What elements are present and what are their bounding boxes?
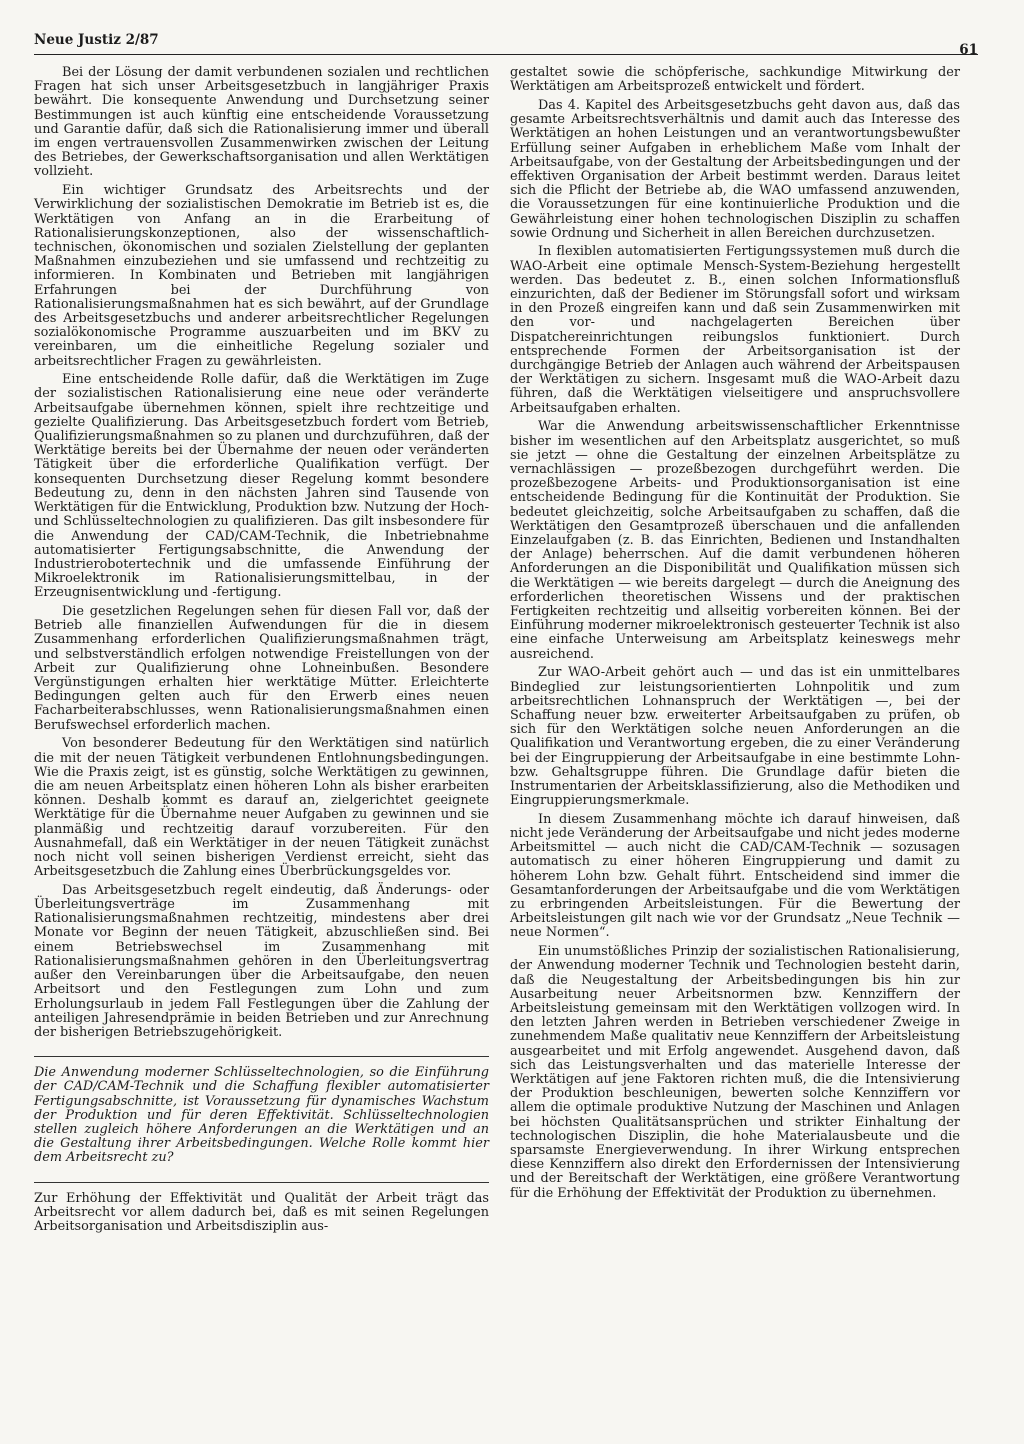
journal-title: Neue Justiz 2/87 xyxy=(34,32,159,48)
question-text: Die Anwendung moderner Schlüsseltechnologien, so die Einführung der CAD/CAM-Technik und die Schaffung flexibler automatisierter Fertigungsabschnitte, ist Voraussetzung für dynamisches Wachstum der Produktion und für deren Effektivität. Schlüsseltechnologien stellen zugleich höhere Anforderungen an die Werktätigen und an die Gestaltung ihrer Arbeitsbedingungen. Welche Rolle kommt hier dem Arbeitsrecht zu? xyxy=(34,1065,489,1166)
paragraph: gestaltet sowie die schöpferische, sachkundige Mitwirkung der Werktätigen am Arbeitsprozeß entwickelt und fördert. xyxy=(510,65,960,95)
paragraph: In diesem Zusammenhang möchte ich darauf hinweisen, daß nicht jede Veränderung der Arbeitsaufgabe und nicht jedes moderne Arbeitsmittel — auch nicht die CAD/CAM-Technik — sozusagen automatisch zu einer höheren Eingruppierung und damit zu höherem Lohn bzw. Gehalt führt. Entscheidend sind immer die Gesamtanforderungen der Arbeitsaufgabe und die vom Werktätigen zu erbringenden Arbeitsleistungen. Für die Bewertung der Arbeitsleistungen gilt nach wie vor der Grundsatz „Neue Technik — neue Normen“. xyxy=(510,811,960,941)
paragraph: Ein unumstößliches Prinzip der sozialistischen Rationalisierung, der Anwendung moderner Technik und Technologien besteht darin, daß die Neugestaltung der Arbeitsbedingungen bis hin zur Ausarbeitung neuer Arbeitsnormen bzw. Kennziffern der Arbeitsleistung gemeinsam mit den Werktätigen vollzogen wird. In den letzten Jahren werden in Betrieben verschiedener Zweige in zunehmendem Maße qualitativ neue Kennziffern der Arbeitsleistung ausgearbeitet und mit Erfolg angewendet. Ausgehend davon, daß sich das Leistungsverhalten und das materielle Interesse der Werktätigen auf jene Faktoren richten muß, die die Intensivierung der Produktion beschleunigen, bewerten solche Kennziffern vor allem die optimale produktive Nutzung der Maschinen und Anlagen bei höchsten Qualitätsansprüchen und strikter Einhaltung der technologischen Disziplin, die hohe Materialausbeute und die sparsamste Energieverwendung. In ihrer Wirkung entsprechen diese Kennziffern also direkt den Erfordernissen der Intensivierung und der Bereitschaft der Werktätigen, eine größere Verantwortung für die Erhöhung der Effektivität der Produktion zu übernehmen. xyxy=(510,944,960,1201)
answer-text: Zur Erhöhung der Effektivität und Qualität der Arbeit trägt das Arbeitsrecht vor allem dadurch bei, daß es mit seinen Regelungen Arbeitsorganisation und Arbeitsdisziplin aus- xyxy=(34,1190,489,1234)
paragraph: Das Arbeitsgesetzbuch regelt eindeutig, daß Änderungs- oder Überleitungsverträge im Zusammenhang mit Rationalisierungsmaßnahmen rechtzeitig, mindestens aber drei Monate vor Beginn der neuen Tätigkeit, abzuschließen sind. Bei einem Betriebswechsel im Zusammenhang mit Rationalisierungsmaßnahmen gehören in den Überleitungsvertrag außer den Vereinbarungen über die Arbeitsaufgabe, den neuen Arbeitsort und den Festlegungen zum Lohn und zum Erholungsurlaub in jedem Fall Festlegungen über die Zahlung der anteiligen Jahresendprämie in beiden Betrieben und zur Anrechnung der bisherigen Betriebszugehörigkeit. xyxy=(34,882,489,1040)
interview-answer xyxy=(34,1192,489,1235)
right-column xyxy=(510,66,960,1201)
page-number: 61 xyxy=(959,42,978,58)
paragraph: Ein wichtiger Grundsatz des Arbeitsrechts und der Verwirklichung der sozialistischen Demokratie im Betrieb ist es, die Werktätigen von Anfang an in die Erarbeitung of Rationalisierungskonzeptionen, also der wissenschaftlich-technischen, ökonomischen und sozialen Zielstellung der geplanten Maßnahmen einzubeziehen und sie umfassend und rechtzeitig zu informieren. In Kombinaten und Betrieben mit langjährigen Erfahrungen bei der Durchführung von Rationalisierungsmaßnahmen hat es sich bewährt, auf der Grundlage des Arbeitsgesetzbuchs und anderer arbeitsrechtlicher Regelungen sozialökonomische Programme auszuarbeiten und im BKV zu vereinbaren, um die einheitliche Regelung sozialer und arbeitsrechtlicher Fragen zu gewährleisten. xyxy=(34,183,489,369)
paragraph: Die gesetzlichen Regelungen sehen für diesen Fall vor, daß der Betrieb alle finanziellen Aufwendungen für die in diesem Zusammenhang erforderlichen Qualifizierungsmaßnahmen trägt, und selbstverständlich erfolgen notwendige Freistellungen von der Arbeit zur Qualifizierung ohne Lohneinbußen. Besondere Vergünstigungen erhalten hier werktätige Mütter. Erleichterte Bedingungen gelten auch für den Erwerb eines neuen Facharbeiterabschlusses, wenn Rationalisierungsmaßnahmen einen Berufswechsel erforderlich machen. xyxy=(34,604,489,733)
interview-question xyxy=(34,1066,489,1165)
page-header xyxy=(34,28,978,58)
divider-top xyxy=(34,1056,489,1057)
paragraph: Das 4. Kapitel des Arbeitsgesetzbuchs geht davon aus, daß das gesamte Arbeitsrechtsverhältnis und damit auch das Interesse des Werktätigen an hohen Leistungen und an verantwortungsbewußter Erfüllung seiner Aufgaben in erheblichem Maße vom Inhalt der Arbeitsaufgabe, von der Gestaltung der Arbeitsbedingungen und der effektiven Organisation der Arbeit bestimmt werden. Daraus leitet sich die Pflicht der Betriebe ab, die WAO umfassend anzuwenden, die Voraussetzungen für eine kontinuierliche Produktion und die Gewährleistung einer hohen technologischen Disziplin zu schaffen sowie Ordnung und Sicherheit in allen Bereichen durchzusetzen. xyxy=(510,97,960,241)
paragraph: Von besonderer Bedeutung für den Werktätigen sind natürlich die mit der neuen Tätigkeit verbundenen Entlohnungsbedingungen. Wie die Praxis zeigt, ist es günstig, solche Werktätigen zu gewinnen, die am neuen Arbeitsplatz einen höheren Lohn als bisher erarbeiten können. Deshalb kommt es darauf an, zielgerichtet geeignete Werktätige für die Übernahme neuer Aufgaben zu gewinnen und sie planmäßig und rechtzeitig darauf vorzubereiten. Für den Ausnahmefall, daß ein Werktätiger in der neuen Tätigkeit zunächst noch nicht voll seinen bisherigen Verdienst erreicht, sieht das Arbeitsgesetzbuch die Zahlung eines Überbrückungsgeldes vor. xyxy=(34,736,489,880)
divider-bottom xyxy=(34,1182,489,1183)
left-column xyxy=(34,66,489,1234)
paragraph: Bei der Lösung der damit verbundenen sozialen und rechtlichen Fragen hat sich unser Arbeitsgesetzbuch in langjähriger Praxis bewährt. Die konsequente Anwendung und Durchsetzung seiner Bestimmungen ist auch künftig eine entscheidende Voraussetzung und Garantie dafür, daß sich die Rationalisierung immer und überall im engen vertrauensvollen Zusammenwirken zwischen der Leitung des Betriebes, der Gewerkschaftsorganisation und allen Werktätigen vollzieht. xyxy=(34,65,489,180)
paragraph: In flexiblen automatisierten Fertigungssystemen muß durch die WAO-Arbeit eine optimale Mensch-System-Beziehung hergestellt werden. Das bedeutet z. B., einen solchen Informationsfluß einzurichten, daß der Bediener im Störungsfall sofort und wirksam in den Prozeß eingreifen kann und daß sein Zusammenwirken mit den vor- und nachgelagerten Bereichen über Dispatchereinrichtungen reibungslos funktioniert. Durch entsprechende Formen der Arbeitsorganisation ist der durchgängige Betrieb der Anlagen auch während der Arbeitspausen der Werktätigen zu sichern. Insgesamt muß die WAO-Arbeit dazu führen, daß die Werktätigen vielseitigere und anspruchsvollere Arbeitsaufgaben erhalten. xyxy=(510,244,960,416)
paragraph: War die Anwendung arbeitswissenschaftlicher Erkenntnisse bisher im wesentlichen auf den Arbeitsplatz ausgerichtet, so muß sie jetzt — ohne die Gestaltung der einzelnen Arbeitsplätze zu vernachlässigen — prozeßbezogen durchgeführt werden. Die prozeßbezogene Arbeits- und Produktionsorganisation ist eine entscheidende Bedingung für die Kontinuität der Produktion. Sie bedeutet gleichzeitig, solche Arbeitsaufgaben zu schaffen, daß die Werktätigen den Gesamtprozeß überschauen und die anfallenden Einzelaufgaben (z. B. das Einrichten, Bedienen und Instandhalten der Anlage) beherrschen. Auf die damit verbundenen höheren Anforderungen an die Disponibilität und Qualifikation müssen sich die Werktätigen — wie bereits dargelegt — durch die Aneignung des erforderlichen theoretischen Wissens und der praktischen Fertigkeiten rechtzeitig und allseitig vorbereiten können. Bei der Einführung moderner mikroelektronisch gesteuerter Technik ist also eine einfache Unterweisung am Arbeitsplatz keineswegs mehr ausreichend. xyxy=(510,419,960,662)
paragraph: Zur WAO-Arbeit gehört auch — und das ist ein unmittelbares Bindeglied zur leistungsorientierten Lohnpolitik und zum arbeitsrechtlichen Lohnanspruch der Werktätigen —, bei der Schaffung neuer bzw. erweiterter Arbeitsaufgaben zu prüfen, ob sich für den Werktätigen solche neuen Anforderungen an die Qualifikation und Verantwortung ergeben, die zu einer Veränderung bei der Eingruppierung der Arbeitsaufgabe in eine bestimmte Lohn- bzw. Gehaltsgruppe führen. Die Grundlage dafür bieten die Instrumentarien der Arbeitsklassifizierung, also die Methodiken und Eingruppierungsmerkmale. xyxy=(510,665,960,809)
paragraph: Eine entscheidende Rolle dafür, daß die Werktätigen im Zuge der sozialistischen Rationalisierung eine neue oder veränderte Arbeitsaufgabe übernehmen können, spielt ihre rechtzeitige und gezielte Qualifizierung. Das Arbeitsgesetzbuch fordert vom Betrieb, Qualifizierungsmaßnahmen so zu planen und durchzuführen, daß der Werktätige bereits bei der Übernahme der neuen oder veränderten Tätigkeit über die erforderliche Qualifikation verfügt. Der konsequenten Durchsetzung dieser Regelung kommt besondere Bedeutung zu, denn in den nächsten Jahren sind Tausende von Werktätigen für die Entwicklung, Produktion bzw. Nutzung der Hoch- und Schlüsseltechnologien zu qualifizieren. Das gilt insbesondere für die Anwendung der CAD/CAM-Technik, die Inbetriebnahme automatisierter Fertigungsabschnitte, die Anwendung der Industrierobotertechnik und die umfassende Einführung der Mikroelektronik im Rationalisierungsmittelbau, in der Erzeugnisentwicklung und -fertigung. xyxy=(34,372,489,601)
